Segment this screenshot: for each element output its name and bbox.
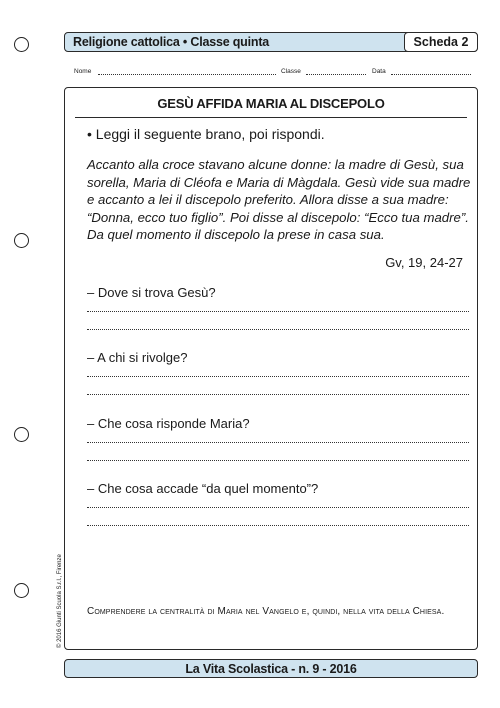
class-label: Classe [281,68,301,75]
question-2: – A chi si rivolge? [87,350,188,365]
name-label: Nome [74,68,92,75]
bible-passage: Accanto alla croce stavano alcune donne: la madre di Gesù, sua sorella, Maria di Cléofa e Maria di Màgdala. Gesù vide sua madre e accanto a lei il discepolo preferito. Allora disse a sua madre: “Donna, ecco tuo figlio”. Poi disse al discepolo: “Ecco tua madre”. Da quel momento il discepolo la prese in casa sua. [87,157,471,242]
answer-line[interactable] [87,394,469,395]
name-field[interactable] [98,74,276,75]
copyright-notice: © 2016 Giunti Scuola S.r.l., Firenze [57,554,63,648]
footer-bar [64,659,478,678]
answer-line[interactable] [87,311,469,312]
answer-line[interactable] [87,329,469,330]
worksheet-title: GESÙ AFFIDA MARIA AL DISCEPOLO [157,96,385,111]
answer-line[interactable] [87,376,469,377]
question-1: – Dove si trova Gesù? [87,285,216,300]
class-field[interactable] [306,74,366,75]
instruction-text: • Leggi il seguente brano, poi rispondi. [87,126,325,142]
binder-hole-3 [14,427,29,442]
date-label: Data [372,68,386,75]
footer-text: La Vita Scolastica - n. 9 - 2016 [185,662,357,676]
binder-hole-4 [14,583,29,598]
learning-objective: Comprendere la centralità di Maria nel Vangelo e, quindi, nella vita della Chiesa. [87,606,445,617]
answer-line[interactable] [87,507,469,508]
student-info-fields [74,68,474,80]
binder-hole-1 [14,37,29,52]
title-divider [75,117,467,118]
header-title: Religione cattolica • Classe quinta [73,35,270,49]
answer-line[interactable] [87,442,469,443]
answer-line[interactable] [87,460,469,461]
answer-line[interactable] [87,525,469,526]
passage-reference: Gv, 19, 24-27 [385,255,463,270]
question-4: – Che cosa accade “da quel momento”? [87,481,319,496]
sheet-badge [404,32,478,52]
worksheet-card [64,87,478,650]
date-field[interactable] [391,74,471,75]
sheet-label: Scheda 2 [413,35,469,49]
binder-hole-2 [14,233,29,248]
header-bar [64,32,478,52]
question-3: – Che cosa risponde Maria? [87,416,250,431]
